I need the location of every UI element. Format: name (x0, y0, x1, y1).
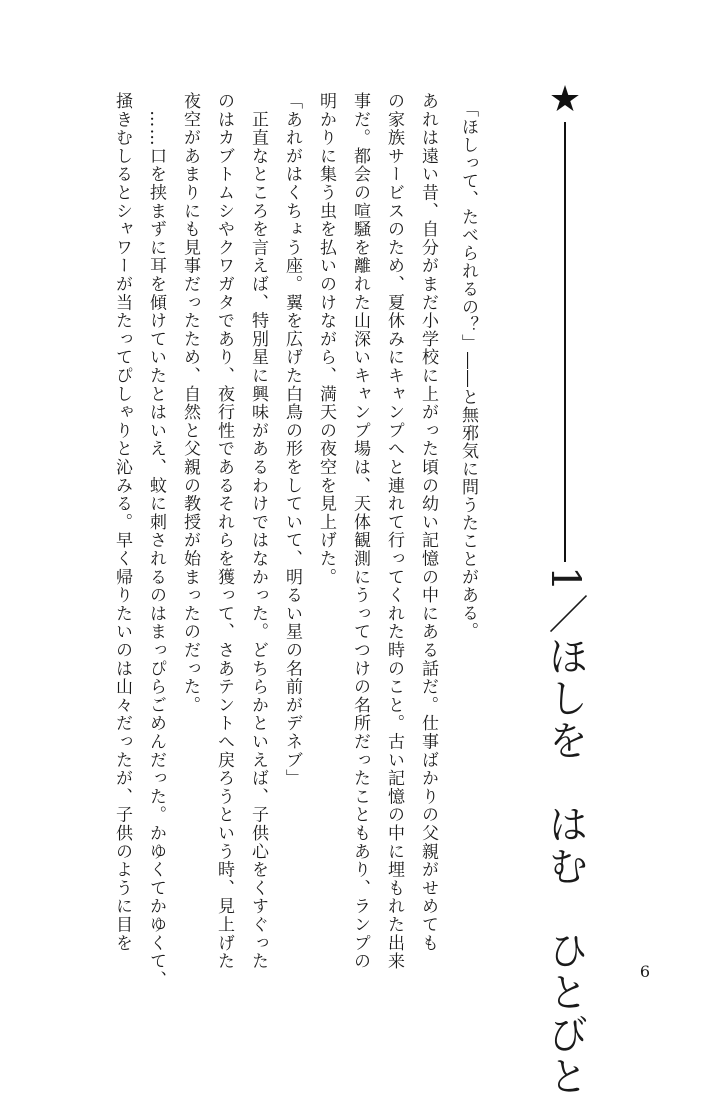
heading-rule (564, 122, 566, 562)
page-number: 6 (639, 962, 651, 981)
body-line: 明かりに集う虫を払いのけながら、満天の夜空を見上げた。 (316, 92, 336, 587)
body-line: 夜空があまりにも見事だったため、自然と父親の教授が始まったのだった。 (180, 92, 200, 715)
body-line: 掻きむしるとシャワーが当たってぴしゃりと沁みる。早く帰りたいのは山々だったが、子供のように目を (112, 92, 132, 953)
chapter-title: 1／ほしを はむ ひとびと (542, 566, 588, 1097)
body-text (110, 92, 440, 989)
body-line: あれは遠い昔、自分がまだ小学校に上がった頃の幼い記憶の中にある話だ。仕事ばかりの父親がせめても (418, 92, 438, 953)
body-line: のはカブトムシやクワガタであり、夜行性であるそれらを獲って、さあテントへ戻ろうという時、見上げた (214, 92, 234, 971)
body-line: 事だ。都会の喧騒を離れた山深いキャンプ場は、天体観測にうってつけの名所だったこともあり、ランプの (350, 92, 370, 971)
body-line: 「あれがはくちょう座。翼を広げた白鳥の形をしていて、明るい星の名前がデネブ」 (282, 92, 302, 788)
star-icon: ★ (548, 79, 582, 120)
body-line: の家族サービスのため、夏休みにキャンプへと連れて行ってくれた時のこと。古い記憶の中に埋もれた出来 (384, 92, 404, 971)
chapter-heading (535, 79, 595, 1097)
body-line: ……口を挟まずに耳を傾けていたとはいえ、蚊に刺されるのはまっぴらごめんだった。かゆくてかゆくて、 (146, 92, 166, 989)
body-line: 正直なところを言えば、特別星に興味があるわけではなかった。どちらかといえば、子供心をくすぐった (248, 92, 268, 971)
opening-quote: 「ほしって、たべられるの？」――と無邪気に問うたことがある。 (458, 100, 478, 640)
